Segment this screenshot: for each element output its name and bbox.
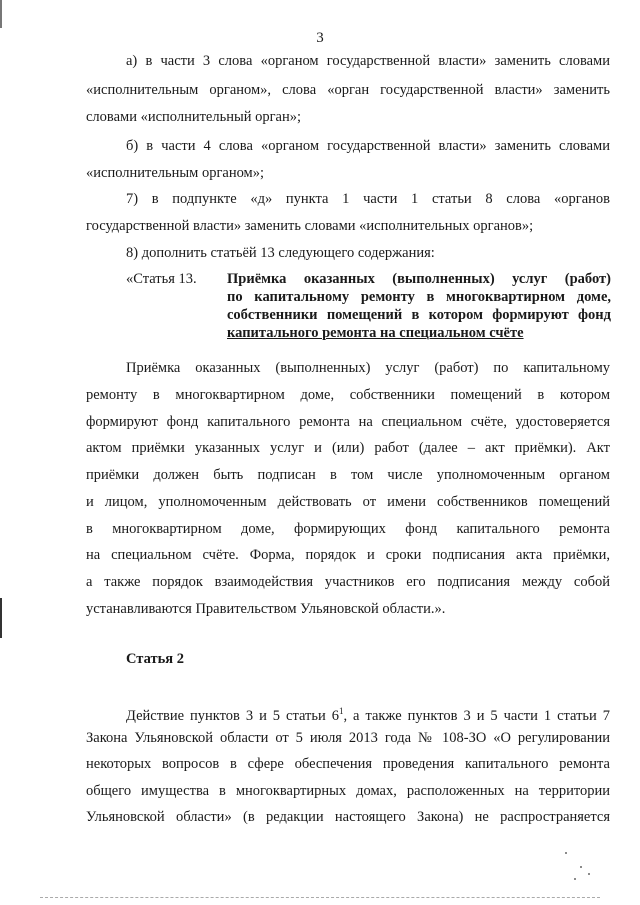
article-2-text-line: Закона Ульяновской области от 5 июля 2013 года № 108-ЗО «О регулировании <box>86 730 610 746</box>
amendment-line: словами «исполнительный орган»; <box>86 109 302 125</box>
scan-bottom-edge <box>40 897 600 898</box>
amendment-line: «исполнительным органом», слова «орган государственной власти» заменить <box>86 82 610 98</box>
article-13-heading-line: капитального ремонта на специальном счёте <box>227 325 524 341</box>
article-2-title: Статья 2 <box>126 651 184 667</box>
article-2-text-line <box>126 702 610 725</box>
article-13-heading-line: по капитальному ремонту в многоквартирном доме, <box>227 289 611 305</box>
amendment-line: а) в части 3 слова «органом государственной власти» заменить словами <box>126 53 610 69</box>
article-13-text-line: формируют фонд капитального ремонта на специальном счёте, удостоверяется <box>86 414 610 430</box>
article-2-text-part: , а также пунктов 3 и 5 части 1 статьи 7 <box>343 707 610 724</box>
article-13-text-line: Приёмка оказанных (выполненных) услуг (работ) по капитальному <box>126 360 610 376</box>
scan-speck <box>565 852 567 854</box>
scan-edge-mark <box>0 598 2 638</box>
article-13-text-line: приёмки должен быть подписан в том числе уполномоченным органом <box>86 467 610 483</box>
scan-edge-mark-top <box>0 0 2 28</box>
article-13-text-line: ремонту в многоквартирном доме, собственники помещений в котором <box>86 387 610 403</box>
page-number: 3 <box>316 30 324 46</box>
amendment-line: 7) в подпункте «д» пункта 1 части 1 статьи 8 слова «органов <box>126 191 610 207</box>
article-13-text-line: актом приёмки указанных услуг и (или) работ (далее – акт приёмки). Акт <box>86 440 610 456</box>
article-13-text-line: а также порядок взаимодействия участников его подписания между собой <box>86 574 610 590</box>
article-13-label: «Статья 13. <box>126 271 197 287</box>
article-13-heading-line: Приёмка оказанных (выполненных) услуг (работ) <box>227 271 611 287</box>
scan-speck <box>574 878 576 880</box>
article-13-text-line: в многоквартирном доме, формирующих фонд капитального ремонта <box>86 521 610 537</box>
amendment-line: б) в части 4 слова «органом государственной власти» заменить словами <box>126 138 610 154</box>
amendment-line: «исполнительным органом»; <box>86 165 265 181</box>
amendment-line: 8) дополнить статьёй 13 следующего содержания: <box>126 245 435 261</box>
article-2-text-line: Ульяновской области» (в редакции настоящего Закона) не распространяется <box>86 809 610 825</box>
article-2-superscript: 1 <box>338 706 344 716</box>
article-2-text-line: некоторых вопросов в сфере обеспечения проведения капитального ремонта <box>86 756 610 772</box>
amendment-line: государственной власти» заменить словами «исполнительных органов»; <box>86 218 534 234</box>
article-13-text-line: устанавливаются Правительством Ульяновской области.». <box>86 601 446 617</box>
scan-speck <box>580 866 582 868</box>
article-13-text-line: на специальном счёте. Форма, порядок и сроки подписания акта приёмки, <box>86 547 610 563</box>
article-2-text-part: Действие пунктов 3 и 5 статьи 6 <box>126 707 339 724</box>
article-13-text-line: и лицом, уполномоченным действовать от имени собственников помещений <box>86 494 610 510</box>
article-2-text-line: общего имущества в многоквартирных домах, расположенных на территории <box>86 783 610 799</box>
scan-speck <box>588 873 590 875</box>
article-13-heading-line: собственники помещений в котором формируют фонд <box>227 307 611 323</box>
